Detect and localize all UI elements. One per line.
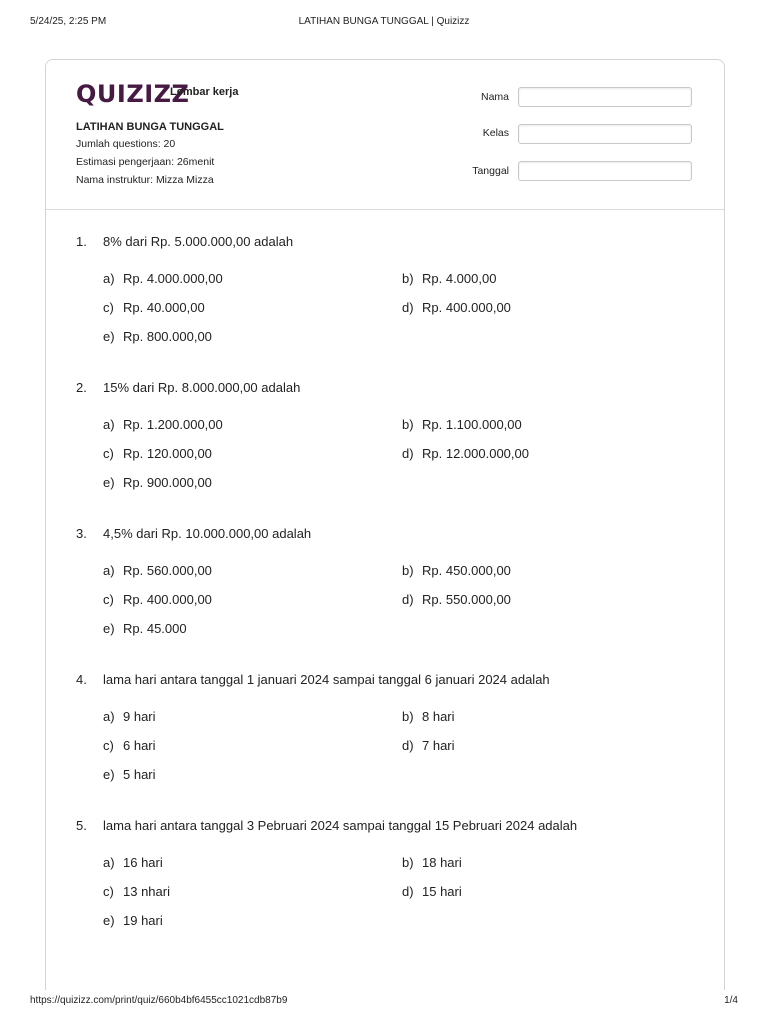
print-header — [30, 16, 738, 30]
option-letter: d) — [402, 592, 414, 607]
option-b — [402, 709, 455, 724]
option-a — [103, 563, 212, 578]
option-e — [103, 475, 212, 490]
print-page-number: 1/4 — [724, 995, 738, 1006]
option-c — [103, 592, 212, 607]
option-letter: a) — [103, 709, 115, 724]
option-text: 13 nhari — [123, 884, 170, 899]
question-number: 5. — [76, 818, 87, 833]
option-a — [103, 855, 163, 870]
option-d — [402, 884, 462, 899]
name-input[interactable] — [518, 87, 692, 107]
name-label: Nama — [480, 91, 509, 103]
option-text: Rp. 4.000,00 — [422, 271, 497, 286]
option-letter: e) — [103, 621, 115, 636]
quizizz-logo: QUIZIZZ — [76, 80, 190, 108]
option-text: Rp. 550.000,00 — [422, 592, 511, 607]
option-e — [103, 767, 156, 782]
time-estimate: Estimasi pengerjaan: 26menit — [76, 156, 215, 168]
option-letter: c) — [103, 446, 114, 461]
option-d — [402, 738, 455, 753]
question-text: 8% dari Rp. 5.000.000,00 adalah — [103, 234, 294, 249]
question-text: lama hari antara tanggal 1 januari 2024 sampai tanggal 6 januari 2024 adalah — [103, 672, 550, 687]
option-text: Rp. 800.000,00 — [123, 329, 212, 344]
worksheet-type-label: Lembar kerja — [170, 86, 239, 98]
question-number: 3. — [76, 526, 87, 541]
option-letter: b) — [402, 855, 414, 870]
question-text: lama hari antara tanggal 3 Pebruari 2024 sampai tanggal 15 Pebruari 2024 adalah — [103, 818, 578, 833]
option-letter: c) — [103, 592, 114, 607]
option-b — [402, 855, 462, 870]
class-input[interactable] — [518, 124, 692, 144]
question-3 — [46, 526, 724, 666]
option-text: 9 hari — [123, 709, 156, 724]
option-letter: d) — [402, 738, 414, 753]
option-d — [402, 446, 529, 461]
option-text: Rp. 560.000,00 — [123, 563, 212, 578]
option-letter: b) — [402, 709, 414, 724]
print-datetime: 5/24/25, 2:25 PM — [30, 16, 107, 27]
class-label: Kelas — [482, 127, 509, 139]
option-text: Rp. 1.200.000,00 — [123, 417, 223, 432]
option-text: 8 hari — [422, 709, 455, 724]
option-d — [402, 592, 511, 607]
option-text: 15 hari — [422, 884, 462, 899]
option-e — [103, 913, 163, 928]
option-text: Rp. 120.000,00 — [123, 446, 212, 461]
option-b — [402, 563, 511, 578]
question-number: 1. — [76, 234, 87, 249]
option-letter: e) — [103, 475, 115, 490]
option-text: Rp. 12.000.000,00 — [422, 446, 529, 461]
option-letter: e) — [103, 913, 115, 928]
date-input[interactable] — [518, 161, 692, 181]
option-letter: a) — [103, 855, 115, 870]
question-text: 15% dari Rp. 8.000.000,00 adalah — [103, 380, 301, 395]
instructor-name: Nama instruktur: Mizza Mizza — [76, 174, 214, 186]
option-letter: d) — [402, 446, 414, 461]
option-letter: b) — [402, 271, 414, 286]
print-url: https://quizizz.com/print/quiz/660b4bf6455cc1021cdb87b9 — [30, 995, 288, 1006]
print-page-title: LATIHAN BUNGA TUNGGAL | Quizizz — [298, 16, 470, 27]
worksheet-header — [46, 60, 724, 210]
print-footer — [30, 995, 738, 1009]
worksheet — [45, 59, 725, 990]
option-b — [402, 271, 496, 286]
option-text: 16 hari — [123, 855, 163, 870]
option-letter: d) — [402, 884, 414, 899]
option-text: Rp. 400.000,00 — [422, 300, 511, 315]
option-c — [103, 738, 156, 753]
option-letter: e) — [103, 329, 115, 344]
date-label: Tanggal — [472, 165, 509, 177]
option-text: 19 hari — [123, 913, 163, 928]
question-1 — [46, 234, 724, 374]
option-letter: e) — [103, 767, 115, 782]
option-text: Rp. 400.000,00 — [123, 592, 212, 607]
option-text: Rp. 40.000,00 — [123, 300, 205, 315]
question-2 — [46, 380, 724, 520]
option-a — [103, 709, 156, 724]
option-c — [103, 446, 212, 461]
option-text: Rp. 45.000 — [123, 621, 187, 636]
option-letter: c) — [103, 738, 114, 753]
option-text: Rp. 900.000,00 — [123, 475, 212, 490]
question-5 — [46, 818, 724, 958]
option-text: 18 hari — [422, 855, 462, 870]
option-e — [103, 621, 187, 636]
question-text: 4,5% dari Rp. 10.000.000,00 adalah — [103, 526, 312, 541]
option-letter: b) — [402, 563, 414, 578]
option-d — [402, 300, 511, 315]
option-text: Rp. 4.000.000,00 — [123, 271, 223, 286]
question-count: Jumlah questions: 20 — [76, 138, 176, 150]
option-b — [402, 417, 522, 432]
quiz-title: LATIHAN BUNGA TUNGGAL — [76, 121, 224, 133]
option-letter: c) — [103, 300, 114, 315]
option-a — [103, 271, 223, 286]
question-number: 2. — [76, 380, 87, 395]
option-letter: a) — [103, 563, 115, 578]
option-text: 6 hari — [123, 738, 156, 753]
question-4 — [46, 672, 724, 812]
question-number: 4. — [76, 672, 87, 687]
option-c — [103, 884, 170, 899]
option-text: Rp. 450.000,00 — [422, 563, 511, 578]
option-text: Rp. 1.100.000,00 — [422, 417, 522, 432]
option-letter: a) — [103, 417, 115, 432]
option-e — [103, 329, 212, 344]
option-letter: c) — [103, 884, 114, 899]
option-a — [103, 417, 223, 432]
option-c — [103, 300, 205, 315]
option-letter: a) — [103, 271, 115, 286]
option-letter: b) — [402, 417, 414, 432]
option-text: 7 hari — [422, 738, 455, 753]
option-text: 5 hari — [123, 767, 156, 782]
option-letter: d) — [402, 300, 414, 315]
